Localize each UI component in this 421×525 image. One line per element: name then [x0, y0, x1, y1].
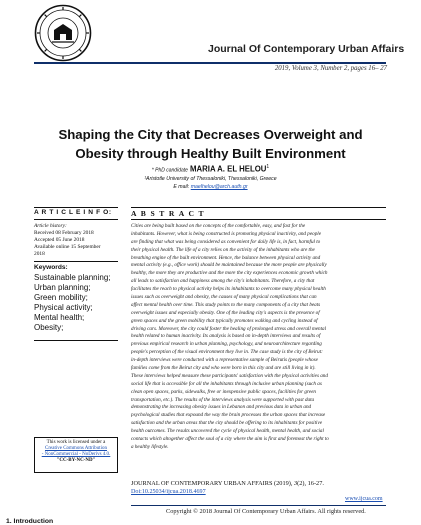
license-box [34, 437, 118, 473]
introduction-heading: 1. Introduction [6, 518, 54, 525]
volume-line: 2019, Volume 3, Number 2, pages 16– 27 [274, 65, 387, 72]
author-affiliation: ¹Aristotle University of Thessaloniki, Thessaloniki, Greece [144, 176, 277, 182]
abstract-line: transportation, etc.). The results of the interviews analysis were supported with past data [131, 396, 315, 403]
article-history-label: Article history: [34, 223, 67, 229]
email-label: E mail: [173, 184, 190, 190]
keyword-item: Urban planning; [34, 283, 91, 292]
abstract-line: families come from the Beirut city and who were born in this city and are still living in it). [131, 365, 316, 372]
journal-website-link[interactable]: www.ijcua.com [345, 496, 383, 502]
abstract-line: Cities are being built based on the concepts of the comfortable, easy, and fast for the [131, 223, 306, 229]
journal-name: Journal Of Contemporary Urban Affairs [208, 43, 405, 55]
copyright-notice: Copyright © 2018 Journal Of Contemporary Urban Affairs. All rights reserved. [166, 508, 366, 515]
keyword-item: Mental health; [34, 313, 85, 322]
abstract-line: healthy, the more they are productive and the more the city experiences economic growth which [131, 270, 328, 277]
abstract-line: psychological studies that expound the way the brain processes the urban spaces that increase [131, 412, 326, 419]
keyword-item: Obesity; [34, 323, 64, 332]
keyword-item: Sustainable planning; [34, 273, 111, 282]
history-received: Received 08 February 2018 [34, 230, 94, 236]
keywords-bottom-rule [34, 340, 118, 341]
abstract-line: inhabitants. However, what is being constructed is promoting physical inactivity, and people [131, 230, 321, 237]
author-line [0, 164, 421, 174]
abstract-line: health outcomes. The results uncovered the cycle of physical health, mental health, and social [131, 428, 324, 435]
abstract-line: affect mental health over time. This study points to the many components of a city that beats [131, 301, 321, 308]
abstract-line: contacts which altogether affect the soul of a city where the aim is first and foremost the right to [131, 436, 329, 443]
abstract-body [131, 223, 386, 452]
license-cc-code: "CC-BY-NC-ND" [56, 458, 96, 463]
abstract-line: facilitates the reach to physical activity helps its inhabitants to overcome many physical health [131, 286, 326, 293]
history-accepted: Accepted 05 June 2018 [34, 237, 85, 243]
abstract-line: breathing engine of the built environment. Hence, the balance between physical activity and [131, 254, 321, 261]
abstract-line: These interviews helped measure these participants' satisfaction with the physical activities and [131, 372, 328, 379]
article-title-line-2: Obesity through Healthy Built Environment [75, 146, 346, 161]
keywords-heading: Keywords: [34, 264, 68, 271]
abstract-line: all leads to satisfaction and happiness among the city's inhabitants. Therefore, a city that [131, 278, 315, 285]
abstract-line: overweight issues and especially obesity. One of the leading city's aspects is the presence of [131, 309, 320, 316]
article-title-line-1: Shaping the City that Decreases Overweight and [58, 127, 363, 142]
abstract-heading: A B S T R A C T [131, 209, 205, 218]
abstract-line: issues such as overweight and obesity, the causes of many physical complications that can [131, 294, 317, 301]
history-available-year: 2018 [34, 251, 45, 257]
abstract-line: social life that is accessible for all the inhabitants through inclusive urban planning (such as [131, 380, 322, 387]
keywords-rule [34, 261, 118, 262]
history-available-online: Available online 15 September [34, 244, 101, 250]
author-email-link[interactable]: maelhelou@arch.auth.gr [190, 184, 248, 190]
abstract-line: their physical health. The life of a city relies on the activity of the inhabitants who are the [131, 246, 315, 253]
abstract-line: are finding that what was being considered as convenient for daily life is, in fact, harmful to [131, 238, 321, 245]
abstract-line: demonstrating the increasing obesity issues in Lebanon and previous data in urban and [131, 404, 312, 411]
license-link-noncommercial[interactable]: - NonCommercial - NoDerivs 4.0. [41, 452, 111, 457]
author-email-line [0, 184, 421, 190]
citation-pages: (2), 16-27. [297, 480, 324, 487]
keyword-item: Green mobility; [34, 293, 88, 302]
keyword-item: Physical activity; [34, 303, 93, 312]
license-link-attribution[interactable]: Creative Commons Attribution [45, 446, 107, 451]
abstract-heading-rule [131, 219, 386, 220]
author-name: MARIA A. EL HELOU [190, 164, 267, 174]
author-mark: 1 [266, 164, 270, 170]
abstract-line: green spaces and the green mobility that typically promotes walking and cycling instead of [131, 317, 318, 324]
abstract-line: a healthy lifestyle. [131, 443, 169, 450]
citation-line [131, 480, 324, 487]
author-prefix: * PhD candidate [151, 167, 188, 174]
abstract-line: in-depth interviews were conducted with a representative sample of Beirutis (people whose [131, 357, 318, 364]
info-top-rule [34, 207, 118, 208]
article-info-heading: A R T I C L E I N F O: [34, 209, 112, 216]
abstract-line: clean open spaces, parks, sidewalks, free or inexpensive public spaces, facilities for green [131, 388, 316, 395]
header-divider [34, 62, 386, 64]
abstract-line: previous empirical research in urban planning, psychology, and neuroarchitecture regarding [131, 341, 322, 348]
abstract-top-rule [131, 207, 386, 208]
abstract-line: satisfaction and the urban areas that the city should be offering to its inhabitants for positive [131, 420, 323, 427]
license-text: This work is licensed under a [46, 440, 106, 445]
journal-seal-logo [34, 4, 92, 62]
citation-volume: 3 [294, 480, 298, 487]
footer-rule [131, 505, 386, 506]
info-heading-rule [34, 219, 118, 220]
abstract-line: people's perception of the visual environment they live in. The case study is the city of Beirut: [131, 349, 323, 356]
abstract-line: mental activity (e.g., office work) should be maintained because the more people are physically [131, 262, 327, 269]
abstract-line: health related to human inactivity. Its analysis is based on in-depth interviews and results of [131, 333, 321, 340]
abstract-line: driving cars. Moreover, the city could foster the healing of prolonged stress and overall mental [131, 325, 327, 332]
doi-link[interactable]: Doi:10.25034/ijcua.2018.4697 [131, 489, 206, 495]
citation-journal: JOURNAL OF CONTEMPORARY URBAN AFFAIRS (2019), [131, 480, 293, 487]
